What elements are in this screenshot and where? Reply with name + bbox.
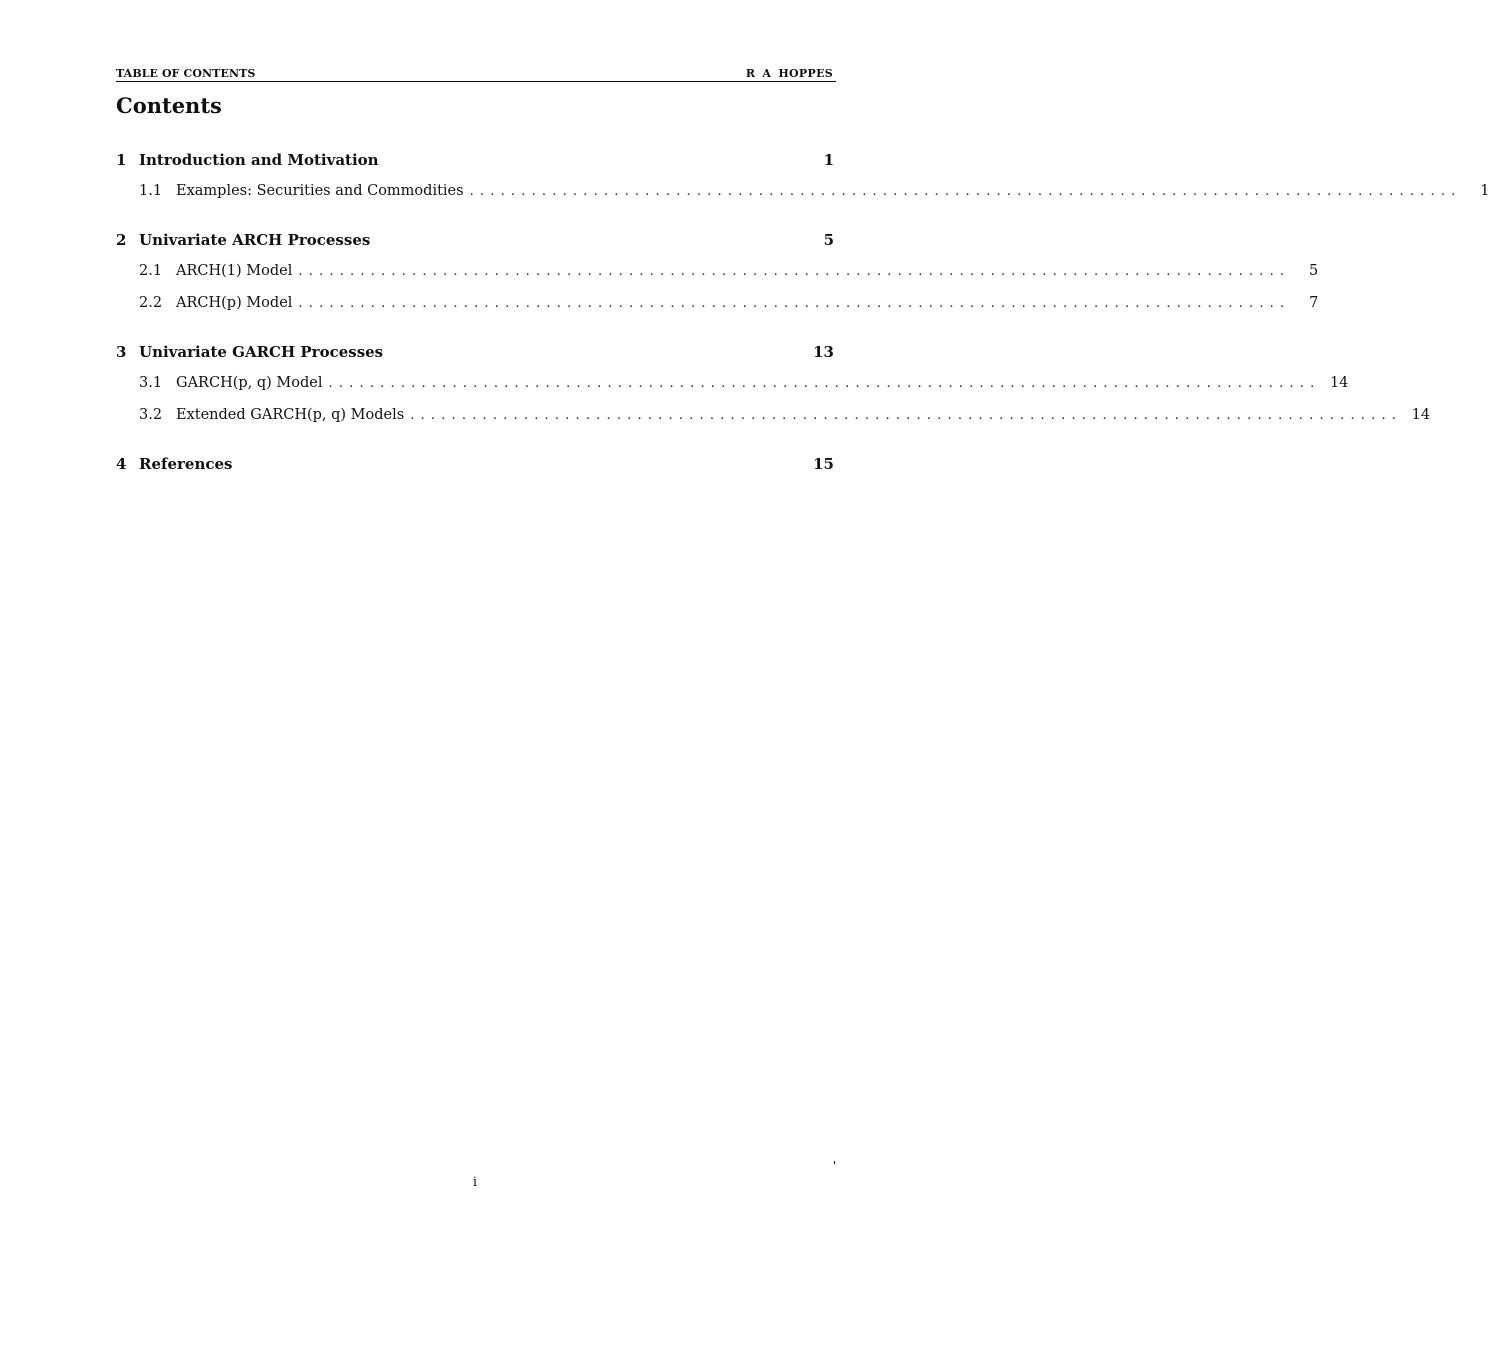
page-number-footer: i bbox=[472, 1175, 478, 1190]
subsection-title: GARCH(p, q) Model bbox=[176, 375, 323, 391]
section-page-number: 5 bbox=[823, 231, 834, 249]
subsection-number: 2.1 bbox=[139, 263, 163, 279]
toc-section-3[interactable] bbox=[116, 343, 834, 365]
dot-leader: ................................................................................................ bbox=[328, 376, 1321, 391]
subsection-page-number: 5 bbox=[1309, 263, 1319, 279]
section-title: Univariate GARCH Processes bbox=[139, 343, 384, 361]
section-title: References bbox=[139, 455, 233, 473]
subsection-page-number: 14 bbox=[1411, 407, 1431, 423]
subsection-title: ARCH(p) Model bbox=[176, 295, 293, 311]
margin-tick-mark bbox=[834, 1161, 835, 1164]
toc-subsection-2-1[interactable] bbox=[116, 263, 1319, 285]
subsection-number: 2.2 bbox=[139, 295, 163, 311]
dot-leader: ................................................................................................ bbox=[298, 264, 1291, 279]
section-page-number: 15 bbox=[813, 455, 834, 473]
subsection-number: 1.1 bbox=[139, 183, 163, 199]
subsection-number: 3.1 bbox=[139, 375, 163, 391]
section-title: Univariate ARCH Processes bbox=[139, 231, 371, 249]
section-number: 3 bbox=[116, 343, 127, 361]
dot-leader: ................................................................................................ bbox=[298, 296, 1291, 311]
header-author: R A HOPPES bbox=[745, 67, 833, 80]
subsection-title: Extended GARCH(p, q) Models bbox=[176, 407, 405, 423]
dot-leader: ................................................................................................ bbox=[469, 184, 1462, 199]
toc-subsection-3-1[interactable] bbox=[116, 375, 1349, 397]
toc-subsection-2-2[interactable] bbox=[116, 295, 1319, 317]
section-number: 4 bbox=[116, 455, 127, 473]
toc-subsection-3-2[interactable] bbox=[116, 407, 1431, 429]
page-title: Contents bbox=[116, 93, 222, 118]
subsection-title: ARCH(1) Model bbox=[176, 263, 293, 279]
subsection-page-number: 14 bbox=[1329, 375, 1349, 391]
running-header bbox=[116, 66, 836, 82]
subsection-number: 3.2 bbox=[139, 407, 163, 423]
toc-section-4[interactable] bbox=[116, 455, 834, 477]
section-page-number: 13 bbox=[813, 343, 834, 361]
subsection-title: Examples: Securities and Commodities bbox=[176, 183, 464, 199]
section-title: Introduction and Motivation bbox=[139, 151, 379, 169]
dot-leader: ................................................................................................ bbox=[410, 408, 1403, 423]
section-number: 2 bbox=[116, 231, 127, 249]
toc-subsection-1-1[interactable] bbox=[116, 183, 1489, 205]
toc-section-2[interactable] bbox=[116, 231, 834, 253]
section-number: 1 bbox=[116, 151, 127, 169]
section-page-number: 1 bbox=[823, 151, 834, 169]
toc-section-1[interactable] bbox=[116, 151, 834, 173]
header-left-title: TABLE OF CONTENTS bbox=[116, 67, 256, 80]
subsection-page-number: 1 bbox=[1480, 183, 1489, 199]
subsection-page-number: 7 bbox=[1309, 295, 1319, 311]
